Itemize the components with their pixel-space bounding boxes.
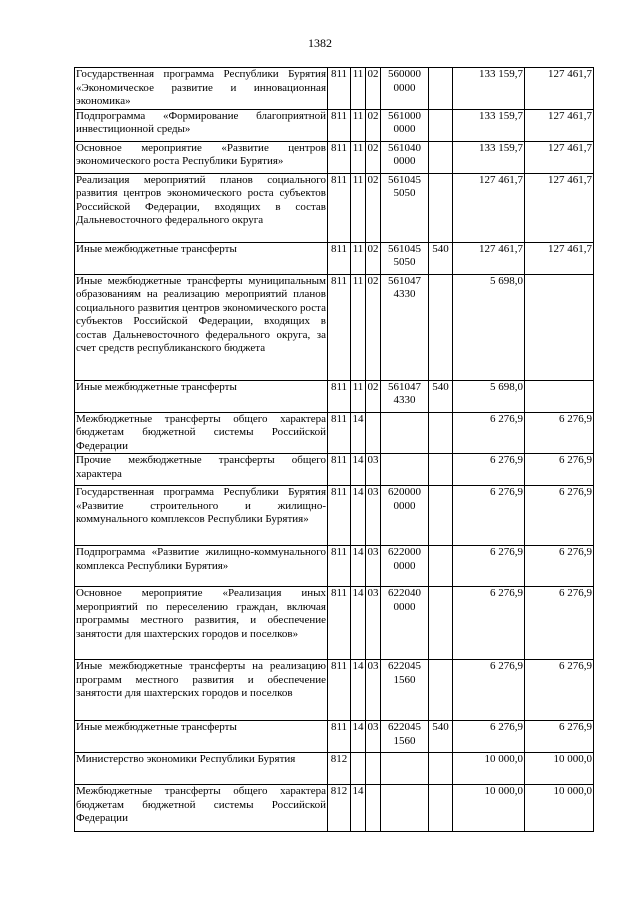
subsection-code: 03 [366, 486, 381, 546]
amount-year-1: 133 159,7 [453, 141, 525, 173]
expense-type-code [429, 454, 453, 486]
ministry-code: 811 [328, 173, 351, 242]
item-name: Иные межбюджетные трансферты [75, 380, 328, 412]
table-row [75, 68, 594, 110]
expense-type-code [429, 785, 453, 832]
item-name: Иные межбюджетные трансферты на реализацию программ местного развития и обеспечение занятости для шахтерских городов и поселков [75, 660, 328, 721]
amount-year-2: 127 461,7 [525, 109, 594, 141]
expense-type-code [429, 486, 453, 546]
amount-year-2: 6 276,9 [525, 721, 594, 753]
section-code: 14 [351, 721, 366, 753]
amount-year-1: 133 159,7 [453, 109, 525, 141]
section-code: 11 [351, 380, 366, 412]
subsection-code: 02 [366, 380, 381, 412]
table-row [75, 785, 594, 832]
ministry-code: 811 [328, 660, 351, 721]
item-name: Государственная программа Республики Бурятия «Развитие строительного и жилищно-коммунального комплексов Республики Бурятия» [75, 486, 328, 546]
section-code: 11 [351, 141, 366, 173]
amount-year-1: 5 698,0 [453, 274, 525, 380]
expense-type-code [429, 109, 453, 141]
section-code: 14 [351, 660, 366, 721]
section-code: 11 [351, 109, 366, 141]
item-name: Подпрограмма «Развитие жилищно-коммунального комплекса Республики Бурятия» [75, 546, 328, 587]
table-row [75, 242, 594, 274]
target-article-code: 620000 0000 [381, 486, 429, 546]
item-name: Государственная программа Республики Бурятия «Экономическое развитие и инновационная экономика» [76, 68, 326, 107]
table-row [75, 454, 594, 486]
item-name: Межбюджетные трансферты общего характера бюджетам бюджетной системы Российской Федерации [76, 412, 326, 452]
section-code [351, 753, 366, 785]
expense-type-code [429, 173, 453, 242]
section-code: 11 [351, 68, 366, 110]
amount-year-1: 6 276,9 [453, 546, 525, 587]
subsection-code: 02 [366, 274, 381, 380]
subsection-code: 03 [366, 454, 381, 486]
target-article-code [381, 412, 429, 454]
section-code: 14 [351, 486, 366, 546]
expense-type-code [429, 660, 453, 721]
amount-year-1: 10 000,0 [453, 753, 525, 785]
expense-type-code: 540 [429, 380, 453, 412]
subsection-code [366, 785, 381, 832]
amount-year-1: 133 159,7 [453, 68, 525, 110]
target-article-code: 561040 0000 [381, 141, 429, 173]
subsection-code [366, 412, 381, 454]
expense-type-code: 540 [429, 242, 453, 274]
target-article-code: 622045 1560 [381, 660, 429, 721]
expense-type-code [429, 753, 453, 785]
section-code: 11 [351, 242, 366, 274]
budget-table [74, 67, 594, 832]
amount-year-1: 6 276,9 [453, 660, 525, 721]
table-row [75, 380, 594, 412]
expense-type-code [429, 68, 453, 110]
ministry-code: 811 [328, 109, 351, 141]
ministry-code: 811 [328, 454, 351, 486]
subsection-code: 03 [366, 660, 381, 721]
table-row [75, 141, 594, 173]
table-row [75, 109, 594, 141]
target-article-code: 561047 4330 [381, 274, 429, 380]
expense-type-code [429, 546, 453, 587]
item-name: Прочие межбюджетные трансферты общего характера [75, 454, 328, 486]
amount-year-2: 127 461,7 [525, 68, 594, 110]
table-row [75, 660, 594, 721]
amount-year-2 [525, 274, 594, 380]
amount-year-2 [525, 380, 594, 412]
ministry-code: 811 [328, 242, 351, 274]
amount-year-1: 6 276,9 [453, 454, 525, 486]
table-row [75, 587, 594, 660]
subsection-code: 02 [366, 68, 381, 110]
amount-year-1: 6 276,9 [453, 412, 525, 454]
expense-type-code: 540 [429, 721, 453, 753]
amount-year-1: 6 276,9 [453, 721, 525, 753]
item-name: Реализация мероприятий планов социального развития центров экономического роста субъектов Российской Федерации, входящих в состав Дальневосточного федерального округа [75, 173, 328, 242]
page-number: 1382 [308, 36, 332, 50]
target-article-code: 622040 0000 [381, 587, 429, 660]
ministry-code: 811 [328, 141, 351, 173]
expense-type-code [429, 141, 453, 173]
section-code: 14 [351, 785, 366, 832]
amount-year-2: 127 461,7 [525, 173, 594, 242]
expense-type-code [429, 587, 453, 660]
amount-year-1: 5 698,0 [453, 380, 525, 412]
table-body [75, 68, 594, 832]
amount-year-2: 127 461,7 [525, 242, 594, 274]
target-article-code [381, 785, 429, 832]
ministry-code: 811 [328, 68, 351, 110]
amount-year-2: 10 000,0 [525, 753, 594, 785]
target-article-code: 561047 4330 [381, 380, 429, 412]
amount-year-2: 6 276,9 [525, 486, 594, 546]
item-name: Межбюджетные трансферты общего характера бюджетам бюджетной системы Российской Федерации [75, 785, 328, 832]
table-row [75, 274, 594, 380]
ministry-code: 811 [328, 486, 351, 546]
item-name: Иные межбюджетные трансферты муниципальным образованиям на реализацию мероприятий планов социального развития центров экономического роста субъектов Российской Федерации, входящих в состав Дальневосточного федерального округа, за счет средств республиканского бюджета [75, 274, 328, 380]
subsection-code: 02 [366, 173, 381, 242]
amount-year-1: 10 000,0 [453, 785, 525, 832]
target-article-code [381, 454, 429, 486]
amount-year-1: 127 461,7 [453, 173, 525, 242]
ministry-code: 811 [328, 380, 351, 412]
target-article-code: 622000 0000 [381, 546, 429, 587]
subsection-code: 03 [366, 546, 381, 587]
subsection-code: 03 [366, 721, 381, 753]
ministry-code: 812 [328, 785, 351, 832]
ministry-code: 811 [328, 587, 351, 660]
target-article-code: 560000 0000 [381, 68, 429, 110]
section-code: 11 [351, 173, 366, 242]
target-article-code: 622045 1560 [381, 721, 429, 753]
ministry-code: 811 [328, 274, 351, 380]
section-code: 14 [351, 546, 366, 587]
subsection-code: 02 [366, 141, 381, 173]
subsection-code: 02 [366, 242, 381, 274]
target-article-code: 561045 5050 [381, 242, 429, 274]
table-row [75, 546, 594, 587]
target-article-code: 561000 0000 [381, 109, 429, 141]
amount-year-2: 10 000,0 [525, 785, 594, 832]
amount-year-2: 6 276,9 [525, 660, 594, 721]
target-article-code [381, 753, 429, 785]
amount-year-2: 127 461,7 [525, 141, 594, 173]
section-code: 11 [351, 274, 366, 380]
amount-year-2: 6 276,9 [525, 412, 594, 454]
subsection-code: 02 [366, 109, 381, 141]
amount-year-2: 6 276,9 [525, 454, 594, 486]
expense-type-code [429, 274, 453, 380]
target-article-code: 561045 5050 [381, 173, 429, 242]
expense-type-code [429, 412, 453, 454]
item-name: Подпрограмма «Формирование благоприятной инвестиционной среды» [75, 109, 328, 141]
item-name: Основное мероприятие «Развитие центров экономического роста Республики Бурятия» [75, 141, 328, 173]
amount-year-1: 127 461,7 [453, 242, 525, 274]
ministry-code: 811 [328, 412, 351, 454]
ministry-code: 812 [328, 753, 351, 785]
table-row [75, 753, 594, 785]
ministry-code: 811 [328, 546, 351, 587]
item-name: Иные межбюджетные трансферты [75, 242, 328, 274]
subsection-code [366, 753, 381, 785]
ministry-code: 811 [328, 721, 351, 753]
amount-year-2: 6 276,9 [525, 587, 594, 660]
amount-year-1: 6 276,9 [453, 587, 525, 660]
section-code: 14 [351, 454, 366, 486]
section-code: 14 [351, 412, 366, 454]
amount-year-1: 6 276,9 [453, 486, 525, 546]
subsection-code: 03 [366, 587, 381, 660]
table-row [75, 412, 594, 454]
table-row [75, 173, 594, 242]
amount-year-2: 6 276,9 [525, 546, 594, 587]
section-code: 14 [351, 587, 366, 660]
table-row [75, 486, 594, 546]
table-row [75, 721, 594, 753]
item-name: Министерство экономики Республики Бурятия [75, 753, 328, 785]
item-name: Основное мероприятие «Реализация иных мероприятий по переселению граждан, включая программы местного развития, и обеспечение занятости для шахтерских городов и поселков» [75, 587, 328, 660]
item-name: Иные межбюджетные трансферты [75, 721, 328, 753]
